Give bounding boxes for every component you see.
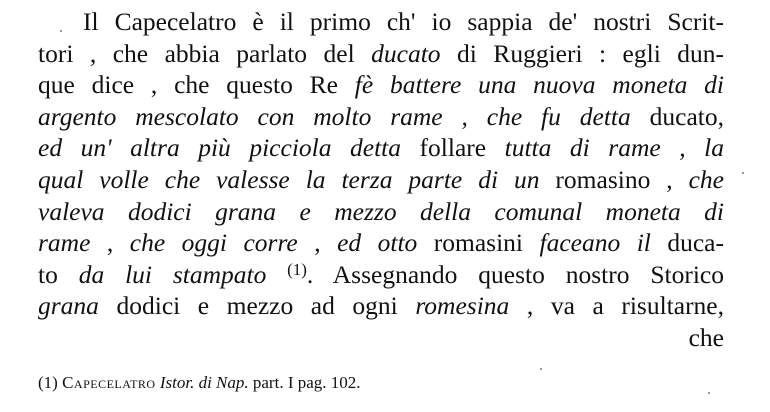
text-segment: di Ruggieri : egli dun-	[440, 38, 725, 68]
italic-text: rame	[38, 228, 91, 258]
text-line	[38, 38, 724, 70]
main-paragraph	[38, 6, 724, 354]
text-line	[38, 290, 724, 322]
footnote	[38, 372, 361, 394]
text-line	[38, 227, 724, 259]
italic-text: fè battere una nuova moneta di	[354, 70, 724, 100]
italic-text: che oggi corre	[129, 228, 298, 258]
italic-text: ducato	[371, 38, 441, 68]
italic-text: argento mescolato con molto rame , che fu detta	[38, 101, 631, 131]
italic-text: romesina	[415, 291, 510, 321]
text-segment: che	[688, 322, 724, 352]
text-segment: dodici e mezzo ad ogni	[98, 291, 416, 321]
text-segment: . Assegnando questo nostro Storico	[306, 259, 724, 289]
text-line	[38, 164, 724, 196]
text-segment: to	[38, 259, 79, 289]
text-line	[38, 196, 724, 228]
text-segment: ducato,	[630, 101, 724, 131]
text-line	[38, 132, 724, 164]
text-segment: romasino ,	[539, 164, 689, 194]
footnote-reference-marker: (1)	[268, 259, 307, 279]
text-segment: que dice , che questo Re	[38, 70, 355, 100]
text-line	[38, 322, 724, 354]
text-segment: tori , che abbia parlato del	[38, 38, 372, 68]
text-line	[38, 101, 724, 133]
text-line	[38, 259, 724, 291]
footnote-work: Istor. di Nap.	[159, 373, 249, 392]
print-speck	[60, 30, 62, 32]
italic-text: che	[688, 164, 724, 194]
text-line	[38, 6, 724, 38]
print-speck	[540, 368, 542, 370]
text-segment: , va a risultarne,	[509, 291, 725, 321]
italic-text: ed un' altra più picciola detta	[38, 133, 402, 163]
italic-text: qual volle che valesse la terza parte di un	[38, 164, 540, 194]
print-speck	[708, 392, 710, 394]
footnote-reference: part. I pag. 102.	[252, 373, 361, 392]
text-segment: ,	[297, 228, 338, 258]
italic-text: tutta di rame , la	[504, 133, 724, 163]
print-speck	[742, 172, 744, 174]
text-line	[38, 69, 724, 101]
text-segment: duca-	[650, 228, 724, 258]
text-segment: romasini	[417, 228, 540, 258]
italic-text: valeva dodici grana e mezzo della comunal moneta di	[38, 196, 724, 226]
italic-text: da lui stampato	[78, 259, 267, 289]
footnote-marker: (1)	[38, 373, 58, 392]
text-segment: Il Capecelatro è il primo ch' io sappia de' nostri Scrit-	[83, 7, 724, 36]
italic-text: grana	[38, 291, 99, 321]
italic-text: faceano il	[539, 228, 651, 258]
footnote-author: Capecelatro	[62, 373, 156, 392]
italic-text: ed otto	[337, 228, 418, 258]
text-segment: follare	[401, 133, 505, 163]
text-segment: ,	[90, 228, 130, 258]
